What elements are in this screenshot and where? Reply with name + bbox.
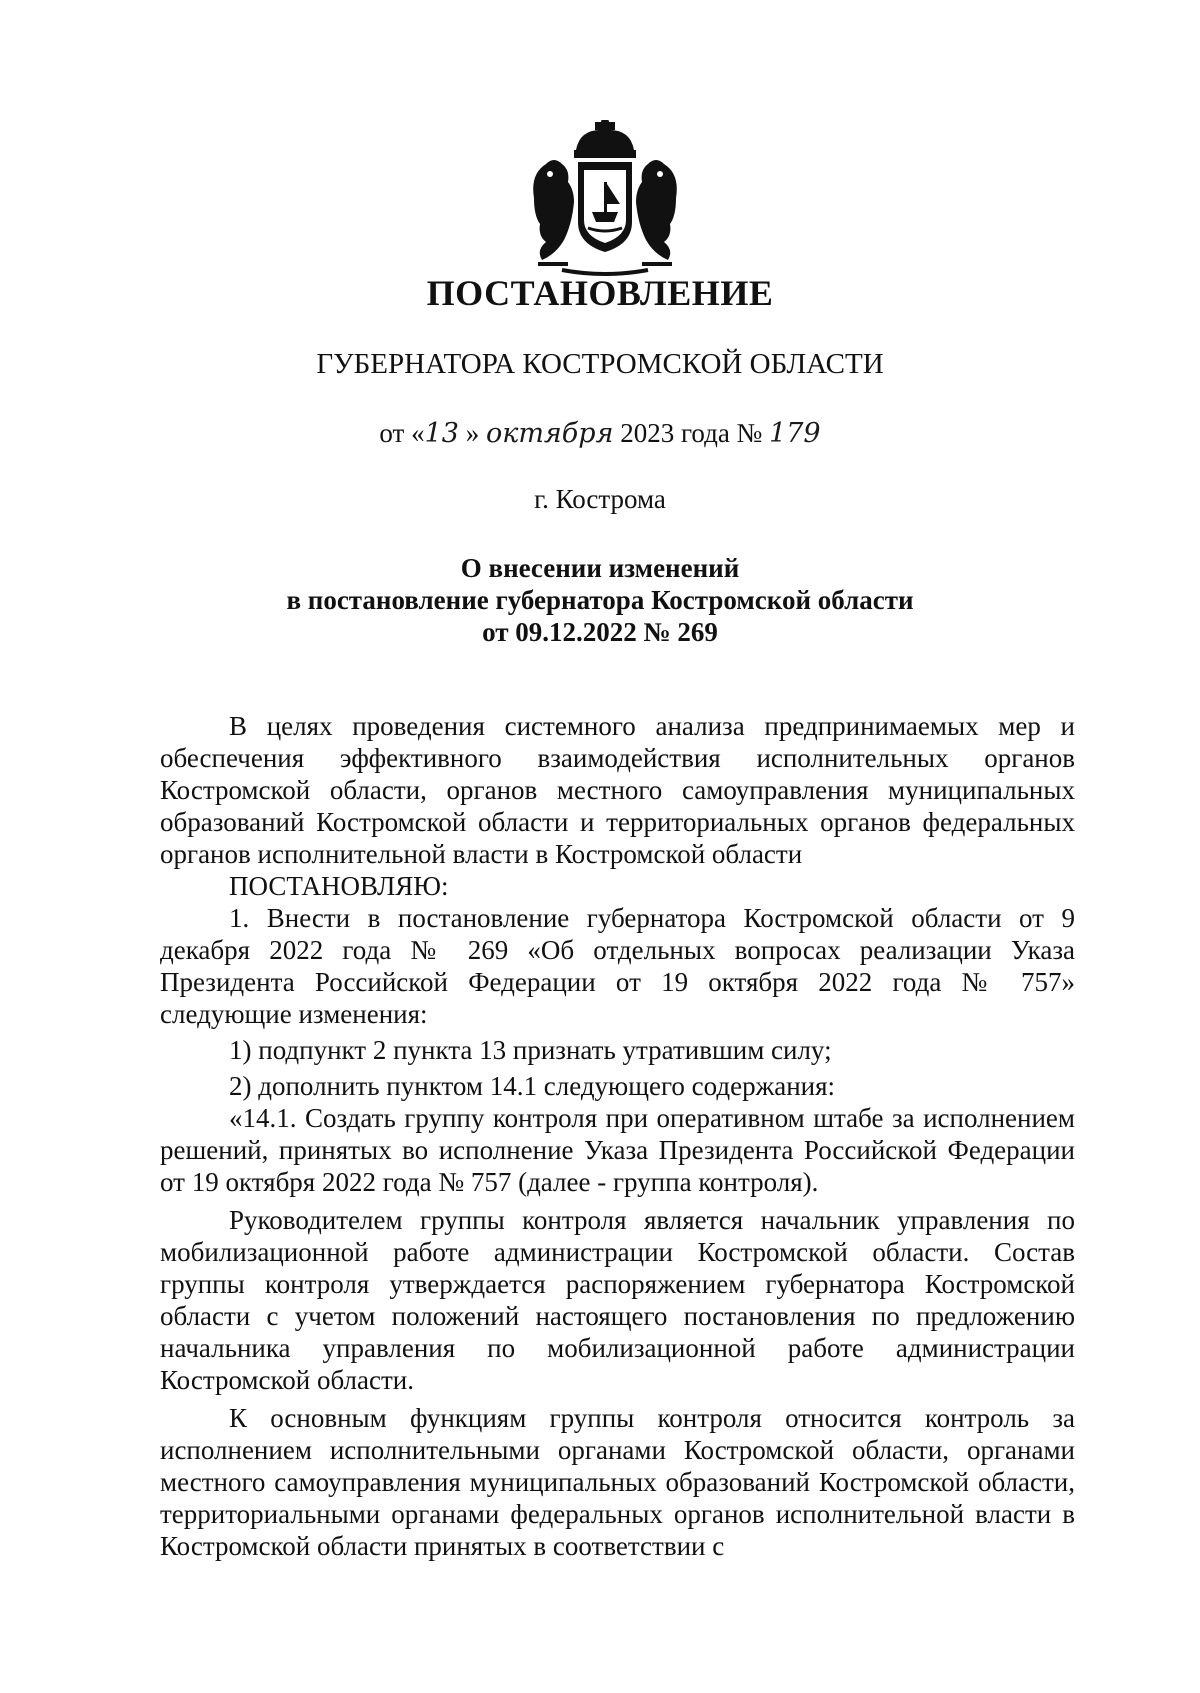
paragraph-decree: ПОСТАНОВЛЯЮ: [229, 871, 449, 901]
paragraph-14-1: «14.1. Создать группу контроля при оперативном штабе за исполнением решений, принятых во исполнение Указа Президента Российской Федерации от 19 октября 2022 года № 757 (далее - группа контроля). [160, 1103, 1075, 1197]
document-type-heading: ПОСТАНОВЛЕНИЕ [426, 273, 774, 313]
document-body [160, 710, 1075, 1562]
date-quote-close: » [465, 418, 480, 448]
handwritten-month: октября [485, 418, 614, 449]
coat-of-arms-emblem [528, 120, 682, 278]
title-line-3: от 09.12.2022 № 269 [482, 617, 718, 647]
document-title [0, 552, 1200, 648]
city: г. Кострома [534, 484, 666, 514]
issuer-heading: ГУБЕРНАТОРА КОСТРОМСКОЙ ОБЛАСТИ [316, 348, 884, 380]
paragraph-functions: К основным функциям группы контроля относится контроль за исполнением исполнительными органами Костромской области, органами местного самоуправления муниципальных образований Костромской области, территориальными органами федеральных органов исполнительной власти в Костромской области принятых в соответствии с [160, 1403, 1075, 1561]
paragraph-subitem-1: 1) подпункт 2 пункта 13 признать утратившим силу; [229, 1035, 832, 1065]
paragraph-item-1: 1. Внести в постановление губернатора Костромской области от 9 декабря 2022 года № 269 «Об отдельных вопросах реализации Указа Президента Российской Федерации от 19 октября 2022 года № 757» следующие изменения: [160, 903, 1075, 1029]
paragraph-subitem-2: 2) дополнить пунктом 14.1 следующего содержания: [229, 1071, 836, 1101]
title-line-2: в постановление губернатора Костромской области [286, 585, 914, 615]
date-number-line [0, 418, 1200, 449]
date-year-text: 2023 года № [620, 418, 763, 448]
date-prefix: от « [379, 418, 425, 448]
paragraph-preamble: В целях проведения системного анализа предпринимаемых мер и обеспечения эффективного взаимодействия исполнительных органов Костромской области, органов местного самоуправления муниципальных образований Костромской области и территориальных органов федеральных органов исполнительной власти в Костромской области [160, 711, 1075, 869]
handwritten-day: 13 [424, 418, 459, 449]
handwritten-number: 179 [769, 418, 821, 449]
title-line-1: О внесении изменений [460, 553, 740, 583]
paragraph-head-of-group: Руководителем группы контроля является начальник управления по мобилизационной работе администрации Костромской области. Состав группы контроля утверждается распоряжением губернатора Костромской области с учетом положений настоящего постановления по предложению начальника управления по мобилизационной работе администрации Костромской области. [160, 1205, 1075, 1395]
